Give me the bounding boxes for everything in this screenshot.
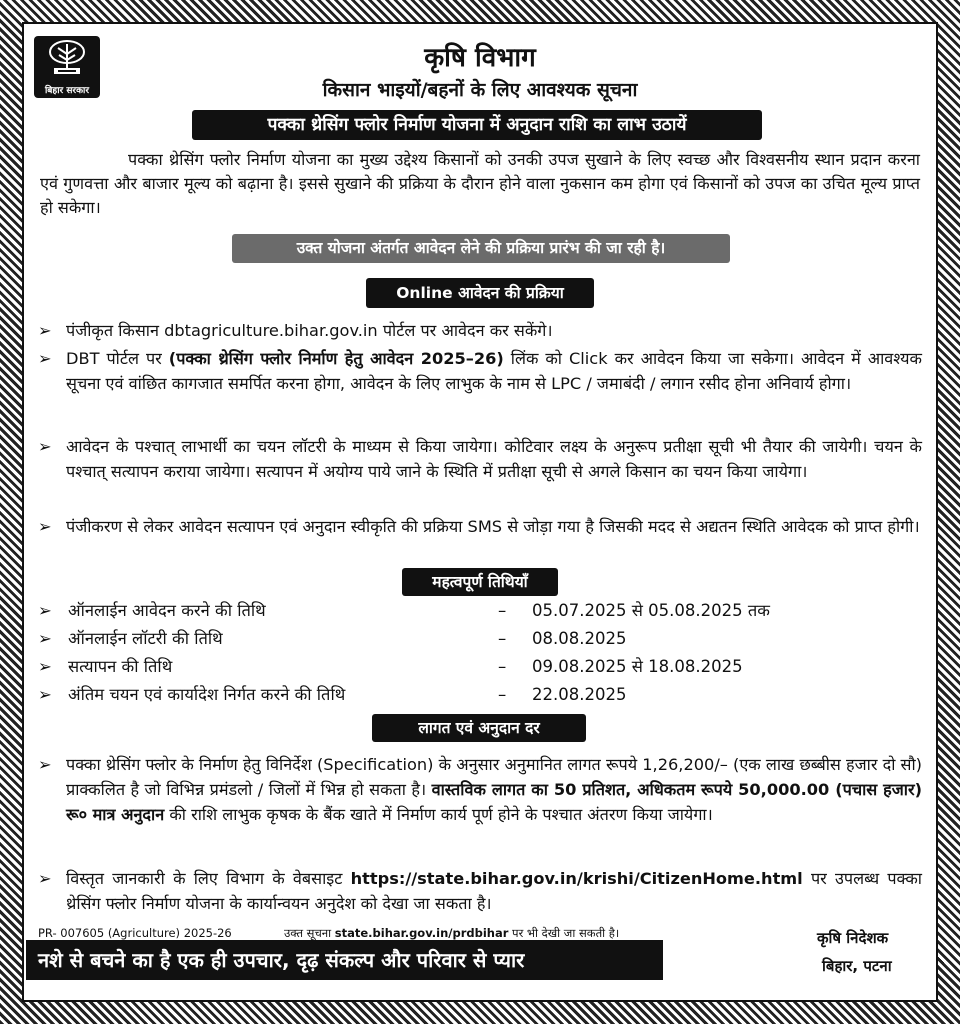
online-process-heading: Online आवेदन की प्रक्रिया (366, 278, 594, 308)
website-intro-text: विस्तृत जानकारी के लिए विभाग के वेबसाइट (66, 869, 351, 888)
cost-estimate-text: पक्का थ्रेसिंग फ्लोर के निर्माण हेतु विनिर्देश (Specification) के अनुसार अनुमानित लागत रूपये 1,26,200/– (एक लाख छब्बीस हजार दो सौ) प्राक्कलित है जो विभिन्न प्रमंडलो / जिलों में भिन्न हो सकता है। (66, 755, 922, 799)
online-step-1 (38, 318, 922, 343)
transfer-text: की राशि लाभुक कृषक के बैंक खाते में निर्माण कार्य पूर्ण होने के पश्चात अंतरण किया जायेगा। (164, 805, 713, 824)
step-2-link-name: (पक्का थ्रेसिंग फ्लोर निर्माण हेतु आवेदन 2025–26) (168, 349, 504, 368)
note-prefix: उक्त सूचना (284, 926, 335, 940)
notice-subtitle: किसान भाइयों/बहनों के लिए आवश्यक सूचना (322, 79, 638, 101)
arrow-bullet-icon: ➢ (38, 517, 52, 536)
intro-paragraph: पक्का थ्रेसिंग फ्लोर निर्माण योजना का मुख्य उद्देश्य किसानों को उनकी उपज सुखाने के लिए स्वच्छ और विश्वसनीय स्थान प्रदान करना एवं गुणवत्ता और बाजार मूल्य को बढ़ाना है। इससे सुखाने की प्रक्रिया के दौरान होने वाला नुकसान कम होगा एवं किसानों को उपज का उचित मूल्य प्राप्त हो सकेगा। (40, 150, 920, 217)
online-step-1-text: पंजीकृत किसान dbtagriculture.bihar.gov.in पोर्टल पर आवेदन कर सकेंगे। (66, 321, 553, 340)
notice-body (22, 22, 938, 1002)
arrow-bullet-icon: ➢ (38, 349, 52, 368)
cost-subsidy-heading: लागत एवं अनुदान दर (372, 714, 586, 742)
prd-note (284, 926, 619, 941)
date-row (38, 682, 922, 708)
prd-link[interactable]: state.bihar.gov.in/prdbihar (334, 926, 509, 940)
date-dash: – (498, 685, 507, 704)
scheme-title-banner: पक्का थ्रेसिंग फ्लोर निर्माण योजना में अनुदान राशि का लाभ उठायें (192, 110, 762, 140)
date-value: 05.07.2025 से 05.08.2025 तक (532, 601, 770, 620)
arrow-bullet-icon: ➢ (38, 657, 52, 676)
signatory-place: बिहार, पटना (822, 957, 892, 975)
date-dash: – (498, 601, 507, 620)
arrow-bullet-icon: ➢ (38, 437, 52, 456)
cost-point-2-text (66, 866, 922, 916)
date-label: अंतिम चयन एवं कार्यादेश निर्गत करने की तिथि (68, 685, 346, 704)
online-step-2 (38, 346, 922, 396)
cost-point-1-text (66, 752, 922, 827)
date-label: ऑनलाईन लॉटरी की तिथि (68, 629, 223, 648)
date-row (38, 654, 922, 680)
important-dates-heading: महत्वपूर्ण तिथियाँ (402, 568, 558, 596)
arrow-bullet-icon: ➢ (38, 869, 52, 888)
arrow-bullet-icon: ➢ (38, 685, 52, 704)
online-step-4-text: पंजीकरण से लेकर आवेदन सत्यापन एवं अनुदान स्वीकृति की प्रक्रिया SMS से जोड़ा गया है जिसकी मदद से अद्यतन स्थिति आवेदक को प्राप्त होगी। (66, 517, 920, 536)
website-outro-text: पर उपलब्ध पक्का थ्रेसिंग फ्लोर निर्माण योजना के कार्यान्वयन अनुदेश को देखा जा सकता है। (66, 869, 922, 913)
online-step-4 (38, 514, 922, 539)
date-value: 09.08.2025 से 18.08.2025 (532, 657, 743, 676)
date-value: 08.08.2025 (532, 629, 627, 648)
department-title: कृषि विभाग (424, 43, 536, 73)
online-step-3-text: आवेदन के पश्चात् लाभार्थी का चयन लॉटरी के माध्यम से किया जायेगा। कोटिवार लक्ष्य के अनुरूप प्रतीक्षा सूची भी तैयार की जायेगी। चयन के पश्चात् सत्यापन कराया जायेगा। सत्यापन में अयोग्य पाये जाने के स्थिति में प्रतीक्षा सूची से अगले किसान का चयन किया जायेगा। (66, 437, 922, 481)
date-row (38, 598, 922, 624)
signatory-title: कृषि निदेशक (817, 929, 889, 947)
date-label: सत्यापन की तिथि (68, 657, 173, 676)
date-dash: – (498, 629, 507, 648)
cost-point-1 (38, 752, 922, 827)
arrow-bullet-icon: ➢ (38, 601, 52, 620)
date-row (38, 626, 922, 652)
subsidy-rate-text: वास्तविक लागत का 50 प्रतिशत, अधिकतम रूपये 50,000.00 (पचास हजार) रू० मात्र अनुदान (66, 780, 922, 824)
arrow-bullet-icon: ➢ (38, 321, 52, 340)
arrow-bullet-icon: ➢ (38, 755, 52, 774)
date-value: 22.08.2025 (532, 685, 627, 704)
process-started-banner: उक्त योजना अंतर्गत आवेदन लेने की प्रक्रिया प्रारंभ की जा रही है। (232, 234, 730, 263)
step-2-prefix: DBT पोर्टल पर (66, 349, 169, 368)
arrow-bullet-icon: ➢ (38, 629, 52, 648)
note-suffix: पर भी देखी जा सकती है। (508, 926, 620, 940)
slogan-banner: नशे से बचने का है एक ही उपचार, दृढ़ संकल्प और परिवार से प्यार (26, 940, 663, 980)
date-dash: – (498, 657, 507, 676)
cost-point-2 (38, 866, 922, 916)
step-2-suffix: लिंक को Click कर आवेदन किया जा सकेगा। आवेदन में आवश्यक सूचना एवं वांछित कागजात समर्पित करना होगा, आवेदन के लिए लाभुक के नाम से LPC / जमाबंदी / लगान रसीद होना अनिवार्य होगा। (66, 349, 922, 393)
pr-number: PR- 007605 (Agriculture) 2025-26 (38, 926, 232, 940)
website-link[interactable]: https://state.bihar.gov.in/krishi/CitizenHome.html (350, 869, 803, 888)
date-label: ऑनलाईन आवेदन करने की तिथि (68, 601, 266, 620)
logo-caption: बिहार सरकार (44, 86, 90, 96)
online-step-2-text (66, 346, 922, 396)
online-step-3 (38, 434, 922, 484)
